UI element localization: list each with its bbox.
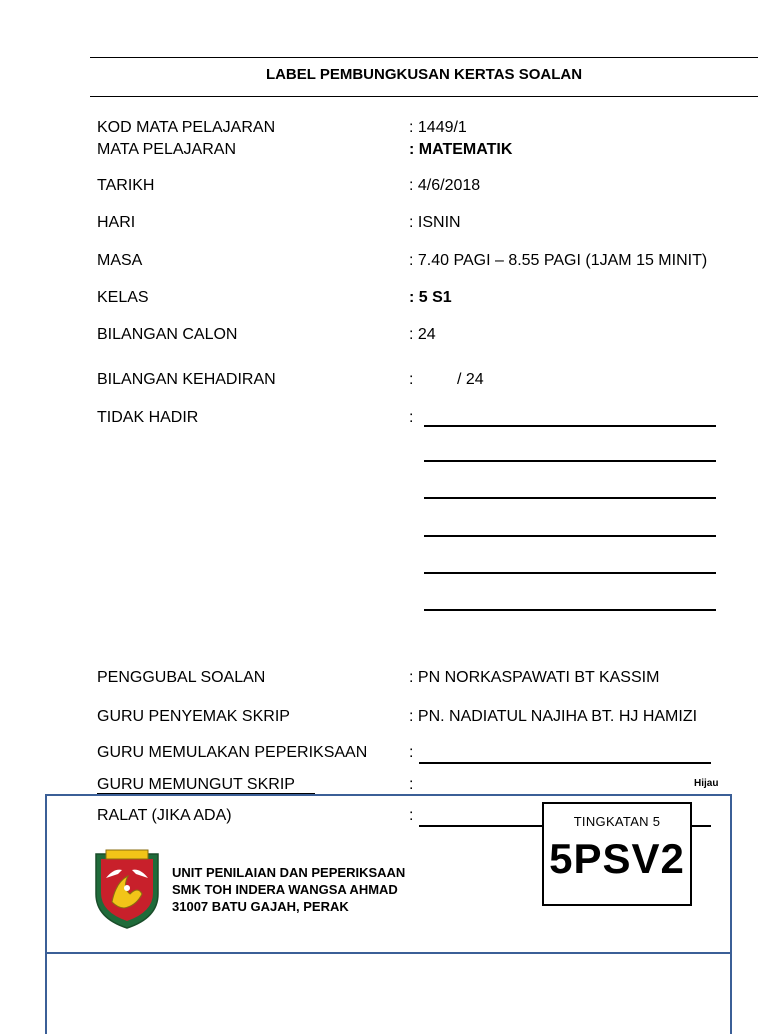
tarikh-label: TARIKH xyxy=(97,177,155,194)
unit-line-2: SMK TOH INDERA WANGSA AHMAD xyxy=(172,882,398,897)
tarikh-value: : 4/6/2018 xyxy=(409,177,481,194)
memungut-colon: : xyxy=(409,776,414,793)
kelas-label: KELAS xyxy=(97,289,149,306)
penggubal-value: : PN NORKASPAWATI BT KASSIM xyxy=(409,669,660,686)
hari-value: : ISNIN xyxy=(409,214,461,231)
masa-value: : 7.40 PAGI – 8.55 PAGI (1JAM 15 MINIT) xyxy=(409,252,708,269)
page-title: LABEL PEMBUNGKUSAN KERTAS SOALAN xyxy=(265,66,583,83)
school-crest-icon xyxy=(92,848,162,930)
mata-pelajaran-value: : MATEMATIK xyxy=(409,141,513,158)
tidak-hadir-label: TIDAK HADIR xyxy=(97,409,199,426)
tidak-hadir-colon: : xyxy=(409,409,414,426)
tidak-hadir-line xyxy=(424,497,716,499)
bilangan-kehadiran-colon: : xyxy=(409,371,414,388)
tidak-hadir-line xyxy=(424,609,716,611)
penggubal-label: PENGGUBAL SOALAN xyxy=(97,669,266,686)
tidak-hadir-line xyxy=(424,535,716,537)
tingkatan-stamp xyxy=(542,802,692,906)
kod-label: KOD MATA PELAJARAN xyxy=(97,119,276,136)
penyemak-value: : PN. NADIATUL NAJIHA BT. HJ HAMIZI xyxy=(409,708,698,725)
title-rule xyxy=(90,96,758,97)
penyemak-label: GURU PENYEMAK SKRIP xyxy=(97,708,290,725)
bilangan-calon-label: BILANGAN CALON xyxy=(97,326,238,343)
kelas-value: : 5 S1 xyxy=(409,289,452,306)
masa-label: MASA xyxy=(97,252,143,269)
frame-divider xyxy=(45,952,732,954)
hari-label: HARI xyxy=(97,214,136,231)
memulakan-colon: : xyxy=(409,744,414,761)
tidak-hadir-line xyxy=(424,572,716,574)
unit-address xyxy=(172,864,405,915)
tidak-hadir-line xyxy=(424,425,716,427)
unit-line-1: UNIT PENILAIAN DAN PEPERIKSAAN xyxy=(172,865,406,880)
top-rule xyxy=(90,57,758,58)
bilangan-kehadiran-value: / 24 xyxy=(457,371,484,388)
bilangan-kehadiran-label: BILANGAN KEHADIRAN xyxy=(97,371,276,388)
stamp-label: TINGKATAN 5 xyxy=(573,814,661,829)
ralat-colon: : xyxy=(409,807,414,824)
colour-note: Hijau xyxy=(694,778,719,789)
unit-line-3: 31007 BATU GAJAH, PERAK xyxy=(172,899,349,914)
ralat-label: RALAT (JIKA ADA) xyxy=(97,807,232,824)
tidak-hadir-line xyxy=(424,460,716,462)
mata-pelajaran-label: MATA PELAJARAN xyxy=(97,141,236,158)
memulakan-line xyxy=(419,762,711,764)
memungut-label: GURU MEMUNGUT SKRIP xyxy=(97,776,295,793)
bilangan-calon-value: : 24 xyxy=(409,326,436,343)
stamp-code: 5PSV2 xyxy=(549,835,685,882)
kod-value: : 1449/1 xyxy=(409,119,467,136)
memulakan-label: GURU MEMULAKAN PEPERIKSAAN xyxy=(97,744,368,761)
